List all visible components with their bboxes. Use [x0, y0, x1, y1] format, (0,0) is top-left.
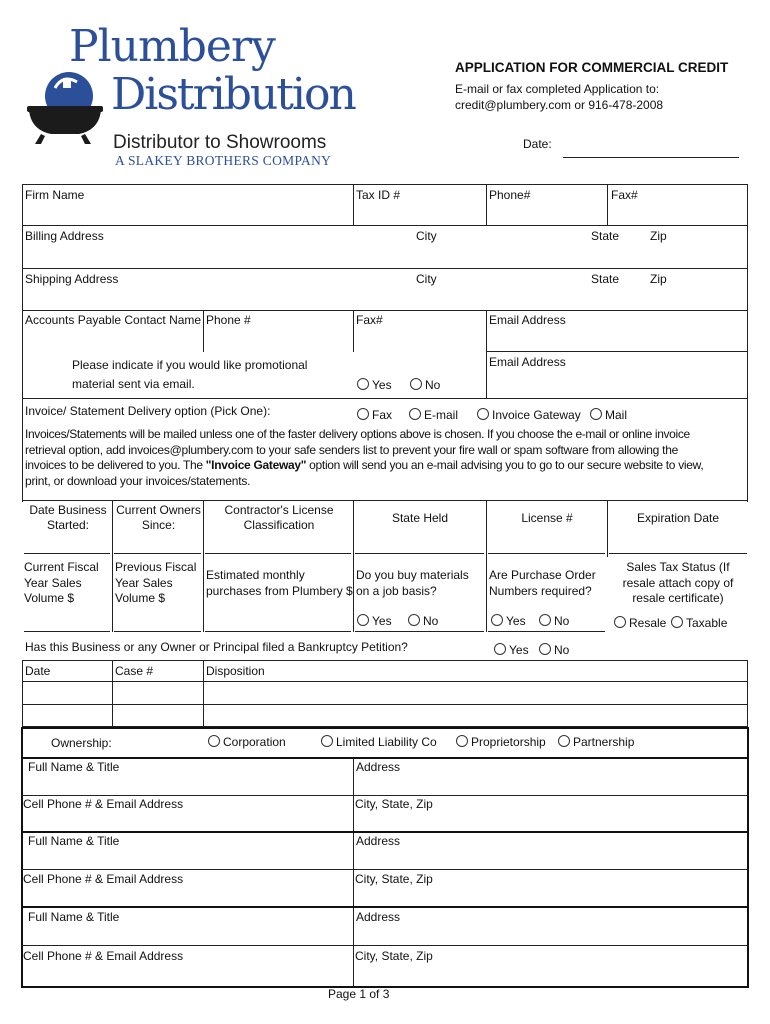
ap-email-label: Email Address [489, 313, 566, 327]
divider [353, 310, 354, 352]
billing-address-label: Billing Address [25, 229, 104, 243]
promo-email-label: Email Address [489, 355, 566, 369]
billing-city-label: City [416, 229, 437, 243]
radio-circle-icon[interactable] [357, 378, 369, 390]
promo-yes-radio[interactable]: Yes [357, 378, 392, 392]
divider [607, 184, 608, 225]
owner-3-name-label: Full Name & Title [28, 910, 120, 924]
divider [114, 553, 201, 554]
divider [22, 225, 748, 226]
radio-circle-icon[interactable] [208, 735, 220, 747]
radio-circle-icon[interactable] [321, 735, 333, 747]
divider [112, 660, 113, 727]
form-title: APPLICATION FOR COMMERCIAL CREDIT [455, 60, 729, 75]
divider [486, 184, 487, 225]
divider [21, 869, 749, 870]
divider [22, 500, 748, 501]
promo-text-line-2: material sent via email. [72, 377, 195, 391]
divider [607, 500, 608, 557]
delivery-email-radio[interactable]: E-mail [409, 408, 458, 422]
taxable-radio[interactable]: Taxable [671, 616, 727, 630]
radio-circle-icon[interactable] [494, 643, 506, 655]
divider [22, 184, 23, 502]
current-fiscal-label: Current Fiscal Year Sales Volume $ [24, 560, 99, 605]
divider [21, 906, 749, 908]
state-held-label: State Held [391, 511, 449, 525]
fax-label: Fax# [611, 188, 638, 202]
radio-circle-icon[interactable] [539, 643, 551, 655]
divider [488, 631, 605, 632]
delivery-mail-radio[interactable]: Mail [590, 408, 627, 422]
logo-tagline: Distributor to Showrooms [113, 132, 327, 153]
po-yes-radio[interactable]: Yes [491, 614, 526, 628]
owner-2-address-label: Address [356, 834, 401, 848]
radio-circle-icon[interactable] [614, 616, 626, 628]
divider [21, 831, 749, 833]
delivery-gateway-radio[interactable]: Invoice Gateway [477, 408, 581, 422]
date-label: Date: [523, 137, 552, 151]
resale-radio[interactable]: Resale [614, 616, 666, 630]
bankruptcy-question: Has this Business or any Owner or Principal filed a Bankruptcy Petition? [25, 640, 408, 654]
delivery-note-line-3: invoices to be delivered to you. The "Invoice Gateway" option will send you an e-mail advising you to go to our secure website to view, [25, 458, 704, 472]
promo-text-line-1: Please indicate if you would like promotional [72, 358, 308, 372]
ap-phone-label: Phone # [206, 313, 251, 327]
date-field[interactable] [563, 141, 739, 158]
divider [22, 660, 748, 661]
submit-instruction: E-mail or fax completed Application to: [455, 82, 660, 96]
divider [353, 500, 354, 632]
owner-1-city-label: City, State, Zip [355, 797, 433, 811]
logo-line-1: Plumbery [69, 21, 275, 72]
divider [21, 795, 749, 796]
shipping-address-label: Shipping Address [25, 272, 119, 286]
shipping-city-label: City [416, 272, 437, 286]
radio-circle-icon[interactable] [409, 408, 421, 420]
divider [747, 184, 748, 502]
divider [486, 351, 748, 352]
owner-3-cell-label: Cell Phone # & Email Address [23, 949, 184, 963]
divider [203, 500, 204, 632]
bathtub-logo-icon [25, 64, 105, 154]
radio-circle-icon[interactable] [410, 378, 422, 390]
divider [22, 681, 748, 682]
divider [486, 310, 487, 398]
owner-1-address-label: Address [356, 760, 401, 774]
ownership-partnership-radio[interactable]: Partnership [558, 735, 634, 749]
radio-circle-icon[interactable] [491, 614, 503, 626]
logo-company: A SLAKEY BROTHERS COMPANY [115, 153, 332, 168]
divider [22, 310, 748, 311]
bankruptcy-disposition-label: Disposition [206, 664, 265, 678]
radio-circle-icon[interactable] [357, 408, 369, 420]
submit-contact: credit@plumbery.com or 916-478-2008 [455, 98, 664, 112]
logo-line-2: Distribution [111, 69, 355, 120]
shipping-zip-label: Zip [650, 272, 667, 286]
delivery-note-line-1: Invoices/Statements will be mailed unless one of the faster delivery options above is chosen. If you choose the e-mail or online invoice [25, 427, 690, 441]
owner-2-city-label: City, State, Zip [355, 872, 433, 886]
estimated-purchases-label: Estimated monthly purchases from Plumbery $ [206, 568, 353, 598]
billing-state-label: State [591, 229, 620, 243]
owner-2-name-label: Full Name & Title [28, 834, 120, 848]
owner-1-name-label: Full Name & Title [28, 760, 120, 774]
expiration-date-label: Expiration Date [636, 511, 720, 525]
divider [203, 660, 204, 727]
po-required-label: Are Purchase Order Numbers required? [489, 568, 596, 598]
contractor-license-label: Contractor's License Classification [224, 503, 334, 532]
current-owners-label: Current Owners Since: [116, 503, 201, 532]
billing-zip-label: Zip [650, 229, 667, 243]
radio-circle-icon[interactable] [357, 614, 369, 626]
divider [355, 631, 484, 632]
job-basis-label: Do you buy materials on a job basis? [356, 568, 469, 598]
company-logo [25, 21, 370, 174]
owner-3-address-label: Address [356, 910, 401, 924]
divider [24, 631, 110, 632]
divider [203, 310, 204, 352]
owner-1-cell-label: Cell Phone # & Email Address [23, 797, 184, 811]
delivery-label: Invoice/ Statement Delivery option (Pick One): [25, 404, 271, 418]
divider [609, 553, 747, 554]
license-number-label: License # [521, 511, 573, 525]
owner-3-city-label: City, State, Zip [355, 949, 433, 963]
bankruptcy-case-label: Case # [115, 664, 154, 678]
firm-name-label: Firm Name [25, 188, 85, 202]
bankruptcy-date-label: Date [25, 664, 51, 678]
divider [21, 945, 749, 946]
divider [486, 500, 487, 632]
ap-contact-label: Accounts Payable Contact Name [25, 313, 202, 327]
divider [22, 184, 748, 185]
delivery-note-line-4: print, or download your invoices/statements. [25, 474, 251, 488]
divider [22, 660, 23, 727]
divider [22, 268, 748, 269]
previous-fiscal-label: Previous Fiscal Year Sales Volume $ [115, 560, 197, 605]
ownership-corporation-radio[interactable]: Corporation [208, 735, 286, 749]
ownership-llc-radio[interactable]: Limited Liability Co [321, 735, 437, 749]
divider [21, 757, 749, 759]
date-started-label: Date Business Started: [29, 503, 107, 532]
divider [355, 553, 484, 554]
divider [112, 500, 113, 632]
divider [488, 553, 605, 554]
delivery-note-line-2: retrieval option, add invoices@plumbery.com to your safe senders list to prevent your fire wall or spam software from allowing the [25, 443, 679, 457]
divider [353, 758, 354, 986]
ownership-proprietorship-radio[interactable]: Proprietorship [456, 735, 546, 749]
job-basis-no-radio[interactable]: No [408, 614, 438, 628]
divider [22, 398, 748, 399]
ownership-label: Ownership: [51, 736, 112, 750]
job-basis-yes-radio[interactable]: Yes [357, 614, 392, 628]
divider [353, 184, 354, 225]
radio-circle-icon[interactable] [590, 408, 602, 420]
bankruptcy-no-radio[interactable]: No [539, 643, 569, 657]
po-no-radio[interactable]: No [539, 614, 569, 628]
radio-circle-icon[interactable] [456, 735, 468, 747]
radio-circle-icon[interactable] [539, 614, 551, 626]
divider [114, 631, 201, 632]
delivery-fax-radio[interactable]: Fax [357, 408, 392, 422]
divider [747, 660, 748, 727]
owner-2-cell-label: Cell Phone # & Email Address [23, 872, 184, 886]
ap-fax-label: Fax# [356, 313, 383, 327]
sales-tax-label: Sales Tax Status (If resale attach copy of resale certificate) [622, 560, 734, 605]
phone-label: Phone# [489, 188, 531, 202]
shipping-state-label: State [591, 272, 620, 286]
radio-circle-icon[interactable] [671, 616, 683, 628]
radio-circle-icon[interactable] [477, 408, 489, 420]
promo-no-radio[interactable]: No [410, 378, 440, 392]
page-number: Page 1 of 3 [328, 987, 390, 1001]
bankruptcy-yes-radio[interactable]: Yes [494, 643, 529, 657]
divider [205, 553, 351, 554]
divider [205, 631, 351, 632]
divider [22, 704, 748, 705]
radio-circle-icon[interactable] [558, 735, 570, 747]
radio-circle-icon[interactable] [408, 614, 420, 626]
tax-id-label: Tax ID # [356, 188, 401, 202]
divider [24, 553, 110, 554]
